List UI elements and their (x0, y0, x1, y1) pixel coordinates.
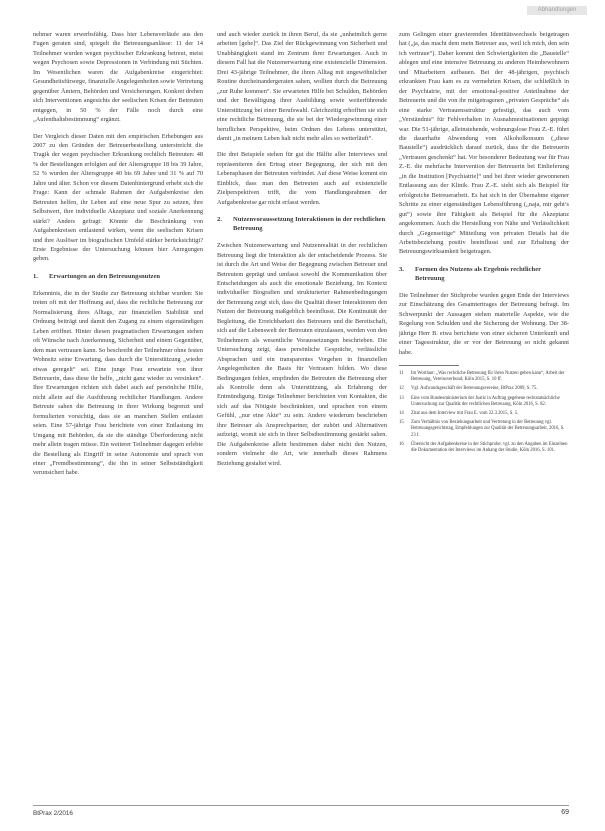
paragraph: Der Vergleich dieser Daten mit den empirischen Erhebungen aus 2007 zu den Gründen der Betreuerbestellung unterstreicht die Tragik der wegen psychischer Erkrankung rechtlich Betreuten: 48 % der Bestellungen erfolgten auf der Altersgruppe 18 bis 39 Jahre, 52 % wurden der Altersgruppe 40 bis 69 Jahre und 31 % auf 70 Jahre und älter. Schon vor diesem Datenhintergrund erhebt sich die Frage: Kann der schmale Rahmen der Aufgabenkreise den Betreuten helfen, ihr Leben auf eine neue Spur zu setzen, ihre Selbstwert, ihre individuelle Akzeptanz und soziale Anerkennung stärkt? Anders gefragt: Könnte die Beschränkung von Aufgabenkreisen entlastend wirken, wenn die seelischen Krisen und ihre Auslöser im biografischen Umfeld stärker berücksichtigt? Erste Ergebnisse der Untersuchung können hier Anregungen geben. (33, 132, 203, 263)
paragraph: zum Gelingen einer gravierenden Identitätswechsels beigetragen hat („ja, das macht dem mein Betreuer aus, weil ich mich, den sein ich vertraue“). Daher kommt den Schwierigkeiten die „Baustelle“ ablegen und eine intensive Betreuung zu anderen Heimbewohnern und Mitarbeitern aufbauen. Bei der 48-jährigen, psychisch erkrankten Frau kam es zu vermehrten Krisen, die schließlich in der Psychiatrie, mit der emotional-positive Anteilnahme der Betreuerin und die von ihr mitgetragenen „privaten Gespräche“ als eine starke Vertrauensstruktur gefestigt, das auch vom „Verständnis“ für Fehlverhalten in Ausnahmesituationen geprägt war. Die 51-jährige, alleinstehende, wohnungslose Frau Z.-E. führt die dauerhafte Abwendung vom Alkoholkonsum („diese Baustelle“) ausdrücklich darauf zurück, dass ihr die Betreuerin „Vertrauen geschenkt“ hat. Vor besonderer Bedeutung war für Frau Z.-E. die mehrfache Intervention der Betreuerin bei Einlieferung „in die Institution [Psychiatrie]“ und bei ihrer wieder gewonnenen Entlassung aus der Klinik. Frau Z.-E. sieht sich als Beispiel für erfolgreiche Betreuerarbeit. Es hat sich in der Übernahme eigener Schritte zu einer eigenständigen Lebensführung („naja, mir geht’s gut“) sowie ihre Fähigkeit als Beispiel für die Akzeptanz angekommen. Auch die Herstellung von Nähe und Verlässlichkeit durch „Gegenseitige“ Mitteilung von privaten Details hat die Arbeitsbeziehung positiv beeinflusst und zur Erhaltung der Betreuungswirksamkeit beigetragen. (399, 31, 569, 256)
column-left (33, 30, 203, 485)
footnote (399, 420, 569, 439)
footnote-text: Eine vom Bundesministerium der Justiz in Auftrag gegebene rechtstatsächliche Untersuchung zur Qualität der rechtlichen Betreuung, Köln 2016, S. 82. (411, 395, 560, 407)
footnote-divider (399, 365, 459, 366)
footnote (399, 371, 569, 383)
paragraph: Zwischen Nutzenerwartung und Nutzenrealität in der rechtlichen Betreuung liegt die Interaktion als der entscheidende Prozess. Sie ist durch die Art und Weise der Begegnung zwischen Betreuer und Betreutem geprägt und umfasst sowohl die Kommunikation über Entscheidungen als auch die emotionale Beziehung. Im Kontext individueller Biografien und strukturierter Rahmenbedingungen der Betreuung zeigt sich, dass die Qualität dieser Interaktionen den Nutzen der Betreuung maßgeblich beeinflusst. Die Kontinuität der Begleitung, die Erreichbarkeit des Betreuers und die Bereitschaft, sich auf die Lebenswelt der Betreuten einzulassen, werden von den Teilnehmern als wesentliche Voraussetzungen beschrieben. Die Untersuchung zeigt, dass persönliche Gespräche, verlässliche Absprachen und ein transparentes Vorgehen in finanziellen Angelegenheiten die Basis für Vertrauen bilden. Wo diese Bedingungen fehlen, empfinden die Betreuten die Betreuung eher als Kontrolle denn als Unterstützung, als Erfahrung der Entmündigung. Einige Teilnehmer berichteten von Kontakten, die sich auf das Nötigste beschränkten, und sprachen von einem Gefühl, „nur eine Akte“ zu sein. Andere wiederum beschrieben ihre Betreuer als Ansprechpartner, der zuhört und Alternativen aufzeigt, womit sie sich in ihrer Selbstbestimmung gestärkt sahen. Die Aufgabenkreise allein bestimmen daher nicht den Nutzen, sondern vielmehr die Art, wie innerhalb dieses Rahmens Beziehung gestaltet wird. (217, 242, 387, 467)
footnote-number: 13 (399, 395, 404, 401)
paragraph: nehmer waren erwerbsfähig. Dass hier Lebensverläufe aus den Fugen geraten sind, spiegelt die Betreuungsanlässe: 11 der 14 Teilnehmer wurden wegen psychischer Erkrankung betreut, meist wegen Psychosen sowie Depressionen in Verbindung mit Süchten. Im Wesentlichen waren die Aufgabenkreise eingerichtet: Gesundheitsfürsorge, finanzielle Angelegenheiten sowie Vertretung gegenüber Ämtern, Behörden und Versicherungen. Konkret drehen sich Interventionen angesichts der seelischen Krisen der Betreuten entgegen, in 50 % der Fälle noch durch eine „Aufenthaltsbestimmung“ ergänzt. (33, 31, 203, 124)
footnote (399, 396, 569, 408)
section-title: Formen des Nutzens als Ergebnis rechtlicher Betreuung (415, 265, 541, 282)
column-right (399, 30, 569, 457)
section-title: Erwartungen an den Betreuungsnutzen (49, 272, 161, 280)
paragraph: Erkenntnis, die in der Studie zur Betreuung sichtbar wurden: Sie treten oft mit der Hoffnung auf, dass die rechtliche Betreuung zur Normalisierung ihres Alltags, zur finanziellen Stabilität und Ordnung beiträgt und damit den Zugang zu einem eigenständigen Leben eröffnet. Hinter diesen pragmatischen Erwartungen stehen oft Wünsche nach Anerkennung, Sicherheit und einem Gegenüber, dem man vertrauen kann. So beschreibt der Teilnehmer ohne festen Wohnsitz seine Erwartung, dass durch die Unterstützung „wieder etwas geregelt“ sei. Eine junge Frau erwartete von ihrer Betreuerin, dass diese ihr helfe, „nicht ganz wieder zu versinken“. Ihre Erwartungen richten sich dabei auch auf persönliche Hilfe, nicht allein auf die Ausführung rechtlicher Handlungen. Andere Betreute sahen die Betreuung in ihrer Wirkung begrenzt und formulierten vorsichtig, dass sie an manchen Stellen entlastet seien. Eine 57-jährige Frau berichtete von einer Entlastung im Umgang mit Behörden, da sie die ständige Überforderung nicht mehr allein tragen müsse. Ein weiterer Teilnehmer dagegen erlebte die Bestellung als Eingriff in seine Autonomie und sprach von einer „Fremdbestimmung“, die ihn in seiner Selbstständigkeit verunsichert habe. (33, 289, 203, 477)
footnote-text: Übersicht der Aufgabenkreise in der Stichprobe; vgl. zu den Angaben im Einzelnen die Dokumentation der Interviews im Anhang der Studie, Köln 2016, S. 101. (411, 441, 568, 454)
section-title: Nutzenvoraussetzung Interaktionen in der rechtlichen Betreuung (233, 216, 386, 233)
page-number: 69 (561, 809, 569, 816)
footnote (399, 386, 569, 392)
section-tag: Abhandlungen (527, 6, 587, 15)
footnote-number: 15 (399, 420, 404, 426)
footnote-text: Vgl. Aufwandsgeschäft der Betreuungsvereine, BtPrax 2009, S. 75. (411, 386, 538, 392)
page-footer (33, 805, 569, 820)
footnote-number: 12 (399, 386, 404, 392)
footnote (399, 442, 569, 454)
footnote-text: Zitat aus dem Interview mit Frau E. vom 22.3.2015, S. 5. (411, 411, 519, 417)
section-heading (399, 265, 569, 283)
journal-issue: BtPrax 2/2016 (33, 810, 73, 817)
footnote-number: 16 (399, 441, 404, 447)
paragraph: und auch wieder zurück in ihren Beruf, da sie „unheimlich gerne arbeiten [gehe]“. Das Ziel der Rückgewinnung von Sicherheit und Unabhängigkeit stand im Zentrum ihrer Erwartungen. Auch in diesem Fall hat die Nutzenerwartung eine existenzielle Dimension. Drei 43-jährige Teilnehmer, die ihren Alltag mit ungewöhnlicher Routine durcheinandergeraten sahen, wollten durch die Betreuung „zur Ruhe kommen“. Sie erwarteten Hilfe bei Schulden, Behörden und der Bewältigung ihrer Ausbildung sowie weiterführende Unterstützung bei einer Berufswahl. Gleichzeitig erhofften sie sich eine rechtliche Betreuung, die sie bei der Wiedergewinnung einer beruflichen Perspektive, beim Ordnen des Lebens unterstützt, damit „in meinem Leben halt nicht mehr alles so weiterläuft“. (217, 31, 387, 142)
footnote-number: 14 (399, 411, 404, 417)
paragraph: Die Teilnehmer der Stichprobe wurden gegen Ende der Interviews zur Einschätzung des Gesamtertrages der Betreuung befragt. Im Schwerpunkt der Aussagen stehen materielle Aspekte, wie die Regelung von Schulden und die Sicherung der Wohnung. Der 38-jährige Herr B. etwa berichtete von einer sicheren Unterkunft und einer Tagesstruktur, die er vor der Betreuung so nicht gekannt habe. (399, 291, 569, 356)
section-number: 2. (217, 216, 222, 224)
footnote-number: 11 (399, 371, 404, 377)
paragraph: Die drei Beispiele stehen für gut die Hälfte aller Interviews und repräsentieren den Ertrag einer Begegnung, der sich mit den Lebensphasen der Betreuten verbindet. Auf diese Weise kommt ein Einblick, dass man den Betreuten auch auf existenzielle Zielperspektiven trifft, die vom Handlungsrahmen der Aufgabenkreise gar nicht erfasst werden. (217, 151, 387, 206)
section-heading (33, 272, 203, 281)
footnote-text: Zum Verhältnis von Beziehungsarbeit und Vertretung in der Betreuung vgl. Betreuungsgerichtstag, Empfehlungen zur Qualität der Betreuungsarbeit, 2016, S. 23 f. (411, 420, 565, 438)
section-number: 3. (399, 265, 404, 273)
footnote (399, 411, 569, 417)
column-middle (217, 30, 387, 475)
footnote-text: Im Wortlaut: „Was rechtliche Betreuung für ihren Nutzen geben kann“, Arbeit der Betreuung, Vereinsverbund, Köln 2015, S. 10 ff. (411, 371, 565, 383)
section-heading (217, 215, 387, 233)
section-number: 1. (33, 272, 38, 280)
